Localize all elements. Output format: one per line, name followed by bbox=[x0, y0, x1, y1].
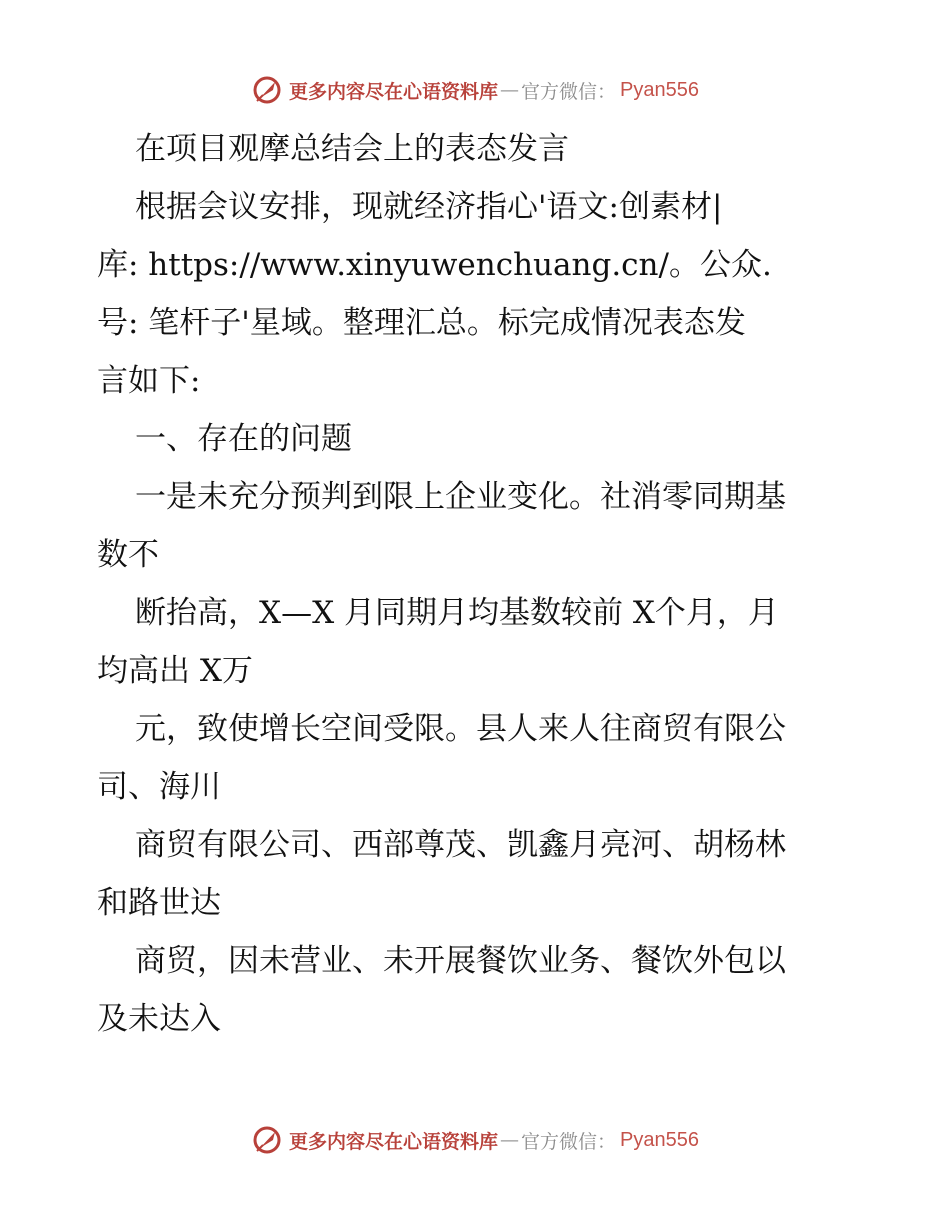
banner-dash: — bbox=[500, 79, 520, 101]
paragraph-line: 司、海川 bbox=[97, 769, 221, 805]
footer-banner bbox=[0, 1120, 950, 1160]
document-body bbox=[97, 120, 857, 1048]
paragraph-line: 商贸，因未营业、未开展餐饮业务、餐饮外包以 bbox=[135, 943, 786, 979]
quill-logo-icon bbox=[251, 74, 283, 106]
banner-wechat-label: 官方微信： bbox=[521, 1130, 617, 1153]
document-title: 在项目观摩总结会上的表态发言 bbox=[135, 131, 569, 167]
banner-wechat-id: Pyan556 bbox=[620, 1128, 699, 1151]
header-banner bbox=[0, 70, 950, 110]
paragraph-line: 商贸有限公司、西部尊茂、凯鑫月亮河、胡杨林 bbox=[135, 827, 786, 863]
paragraph-line: 及未达入 bbox=[97, 1001, 221, 1037]
banner-slogan: 更多内容尽在心语资料库 bbox=[289, 1130, 499, 1153]
paragraph-line: 一是未充分预判到限上企业变化。社消零同期基 bbox=[135, 479, 786, 515]
paragraph-line: 均高出 X万 bbox=[97, 653, 253, 689]
quill-logo-icon bbox=[251, 1124, 283, 1156]
banner-slogan: 更多内容尽在心语资料库 bbox=[289, 80, 499, 103]
paragraph-line: 断抬高，X—X 月同期月均基数较前 X个月，月 bbox=[135, 595, 779, 631]
paragraph-line: 和路世达 bbox=[97, 885, 221, 921]
paragraph-line: 言如下: bbox=[97, 363, 201, 399]
paragraph-line: 数不 bbox=[97, 537, 159, 573]
paragraph-line: 库: https://www.xinyuwenchuang.cn/。公众. bbox=[97, 247, 772, 283]
paragraph-line: 号: 笔杆子'星域。整理汇总。标完成情况表态发 bbox=[97, 305, 746, 341]
banner-dash: — bbox=[500, 1129, 520, 1151]
paragraph-line: 根据会议安排，现就经济指心'语文:创素材| bbox=[135, 189, 723, 225]
banner-wechat-id: Pyan556 bbox=[620, 78, 699, 101]
banner-wechat-label: 官方微信： bbox=[521, 80, 617, 103]
section-heading: 一、存在的问题 bbox=[135, 421, 352, 457]
paragraph-line: 元，致使增长空间受限。县人来人往商贸有限公 bbox=[135, 711, 786, 747]
